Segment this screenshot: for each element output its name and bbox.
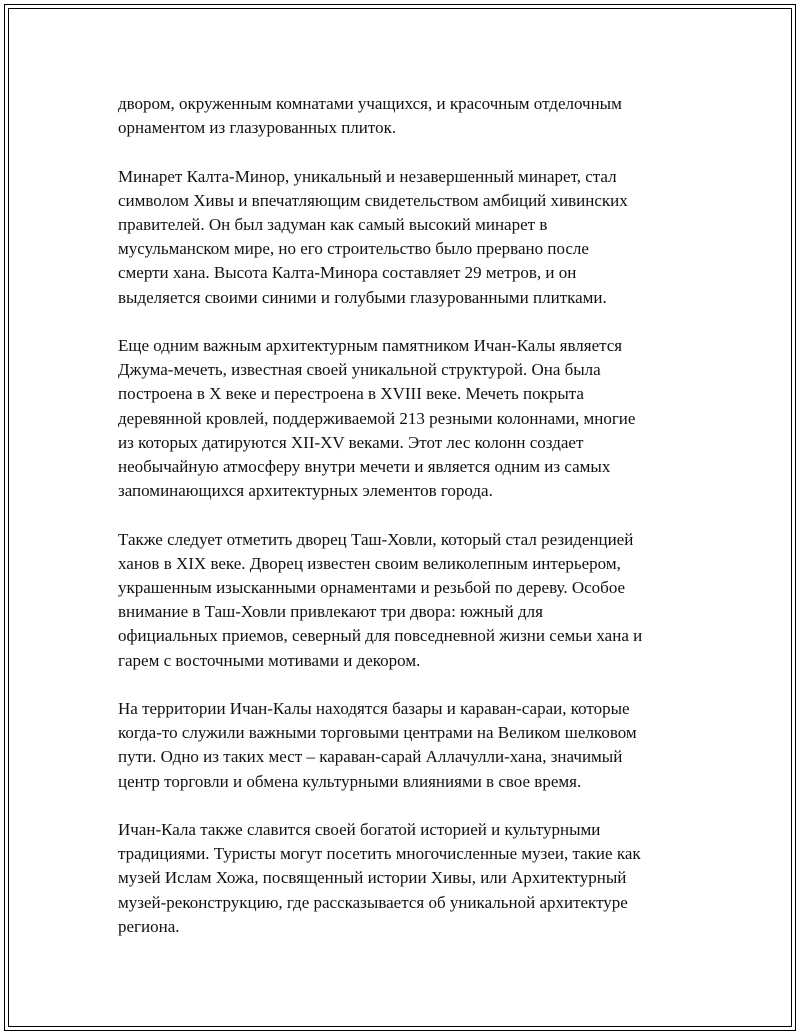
paragraph bbox=[118, 92, 698, 140]
text-line: центр торговли и обмена культурными влияниями в свое время. bbox=[118, 771, 582, 791]
text-line: ханов в XIX веке. Дворец известен своим великолепным интерьером, bbox=[118, 553, 621, 573]
text-line: внимание в Таш-Ховли привлекают три двора: южный для bbox=[118, 602, 543, 622]
text-line: деревянной кровлей, поддерживаемой 213 резными колоннами, многие bbox=[118, 408, 636, 428]
paragraph bbox=[118, 165, 698, 310]
text-line: традициями. Туристы могут посетить многочисленные музеи, такие как bbox=[118, 844, 641, 864]
text-line: выделяется своими синими и голубыми глазурованными плитками. bbox=[118, 287, 607, 307]
text-line: мусульманском мире, но его строительство было прервано после bbox=[118, 239, 589, 259]
paragraph bbox=[118, 818, 698, 939]
text-line: Еще одним важным архитектурным памятником Ичан-Калы является bbox=[118, 336, 623, 355]
paragraph bbox=[118, 697, 698, 794]
text-line: орнаментом из глазурованных плиток. bbox=[118, 118, 397, 138]
paragraph bbox=[118, 528, 698, 673]
document-body bbox=[118, 92, 698, 963]
text-line: Минарет Калта-Минор, уникальный и незавершенный минарет, стал bbox=[118, 166, 617, 186]
text-line: необычайную атмосферу внутри мечети и является одним из самых bbox=[118, 457, 611, 477]
paragraph bbox=[118, 334, 698, 503]
text-line: из которых датируются XII-XV веками. Этот лес колонн создает bbox=[118, 432, 584, 452]
text-line: официальных приемов, северный для повседневной жизни семьи хана и bbox=[118, 626, 643, 646]
text-line: Джума-мечеть, известная своей уникальной структурой. Она была bbox=[118, 360, 601, 380]
text-line: На территории Ичан-Калы находятся базары и караван-сараи, которые bbox=[118, 699, 630, 719]
text-line: смерти хана. Высота Калта-Минора составляет 29 метров, и он bbox=[118, 263, 577, 283]
text-line: региона. bbox=[118, 916, 180, 936]
text-line: двором, окруженным комнатами учащихся, и красочным отделочным bbox=[118, 94, 622, 113]
text-line: правителей. Он был задуман как самый высокий минарет в bbox=[118, 215, 548, 234]
text-line: музей-реконструкцию, где рассказывается об уникальной архитектуре bbox=[118, 892, 628, 912]
text-line: запоминающихся архитектурных элементов города. bbox=[118, 481, 493, 501]
text-line: Также следует отметить дворец Таш-Ховли, который стал резиденцией bbox=[118, 529, 634, 549]
text-line: гарем с восточными мотивами и декором. bbox=[118, 650, 421, 670]
text-line: когда-то служили важными торговыми центрами на Великом шелковом bbox=[118, 723, 637, 743]
text-line: символом Хивы и впечатляющим свидетельством амбиций хивинских bbox=[118, 190, 628, 210]
text-line: Ичан-Кала также славится своей богатой историей и культурными bbox=[118, 820, 601, 840]
text-line: пути. Одно из таких мест – караван-сарай Аллачулли-хана, значимый bbox=[118, 747, 623, 767]
text-line: построена в X веке и перестроена в XVIII веке. Мечеть покрыта bbox=[118, 384, 584, 404]
text-line: украшенным изысканными орнаментами и резьбой по дереву. Особое bbox=[118, 578, 626, 598]
text-line: музей Ислам Хожа, посвященный истории Хивы, или Архитектурный bbox=[118, 868, 627, 888]
